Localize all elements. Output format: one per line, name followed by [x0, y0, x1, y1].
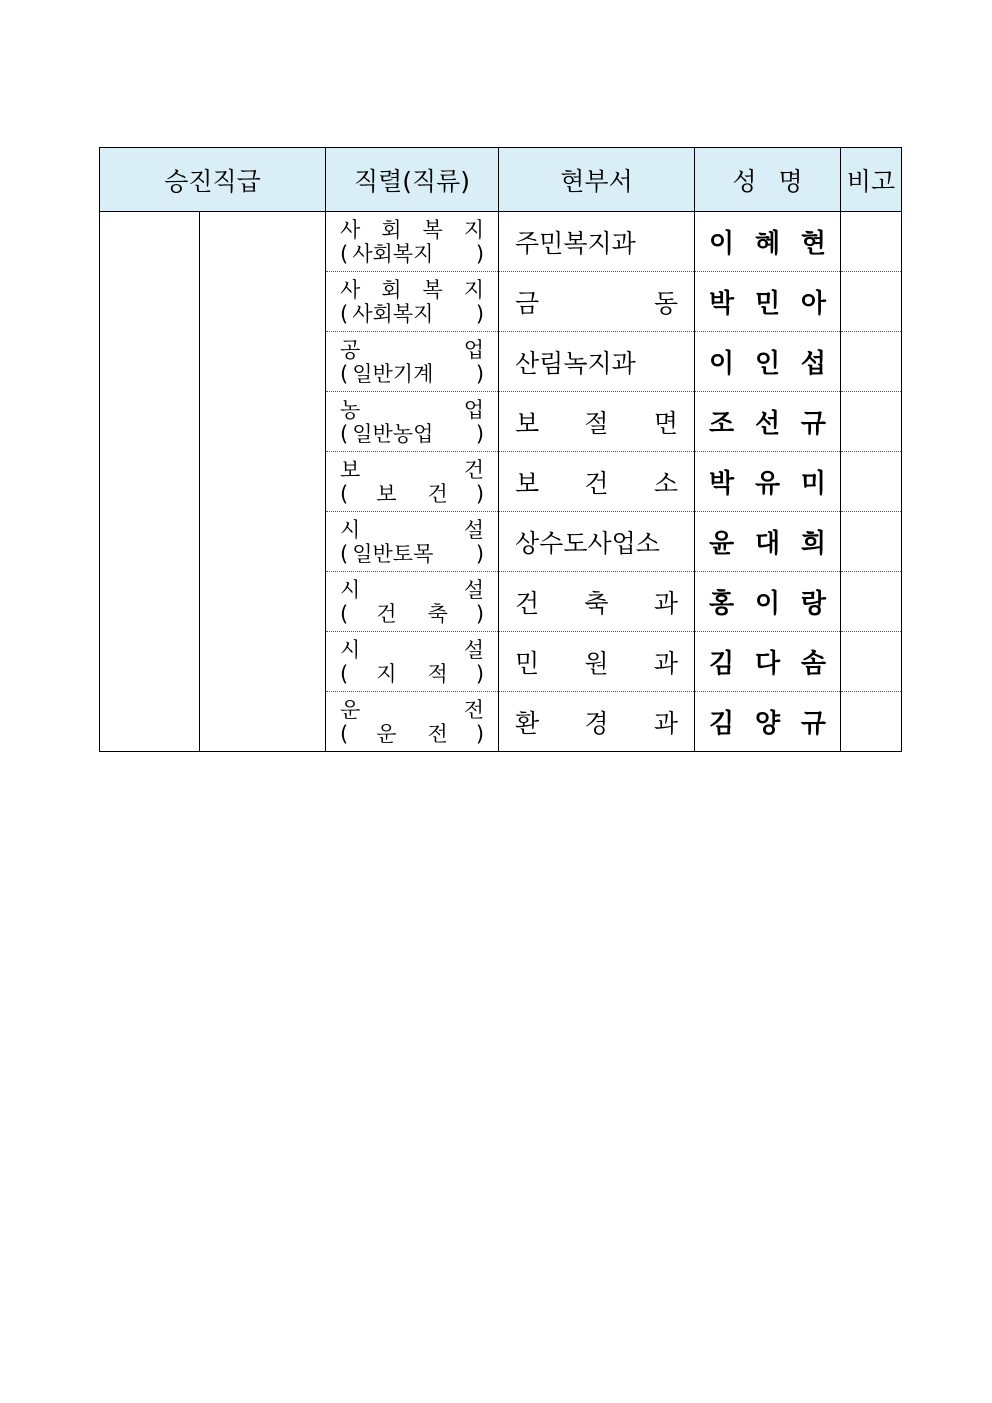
- series-open-paren: (: [340, 361, 349, 386]
- name-text: 박 민 아: [709, 289, 827, 319]
- name-text: 윤 대 희: [709, 529, 827, 559]
- series-main: 운 전: [340, 697, 485, 722]
- series-open-paren: (: [340, 421, 349, 446]
- name-text: 홍 이 랑: [709, 589, 827, 619]
- department-cell: [499, 452, 695, 512]
- department-cell: [499, 572, 695, 632]
- name-text: 박 유 미: [709, 469, 827, 499]
- department-text: 주민복지과: [515, 228, 636, 258]
- remarks-cell: [841, 572, 902, 632]
- series-cell: [326, 452, 499, 512]
- department-text: 건 축 과: [515, 588, 679, 618]
- name-cell: [695, 332, 841, 392]
- series-close-paren: ): [475, 361, 485, 386]
- series-close-paren: ): [475, 481, 485, 506]
- name-cell: [695, 572, 841, 632]
- name-cell: [695, 452, 841, 512]
- series-sub-text: 건 축: [376, 601, 448, 626]
- department-text: 금 동: [515, 288, 679, 318]
- remarks-cell: [841, 632, 902, 692]
- department-text: 상수도사업소: [515, 528, 660, 558]
- series-main: 시 설: [340, 517, 485, 542]
- name-cell: [695, 392, 841, 452]
- series-sub-text: 운 전: [376, 721, 448, 746]
- series-sub: [340, 302, 484, 326]
- department-text: 보 건 소: [515, 468, 679, 498]
- series-main: 시 설: [340, 637, 485, 662]
- remarks-cell: [841, 512, 902, 572]
- series-sub-text: 사회복지: [352, 301, 434, 326]
- name-text: 이 혜 현: [709, 229, 827, 259]
- series-close-paren: ): [475, 601, 485, 626]
- remarks-cell: [841, 692, 902, 752]
- remarks-cell: [841, 392, 902, 452]
- name-text: 조 선 규: [709, 409, 827, 439]
- header-series: 직렬(직류): [326, 148, 499, 212]
- series-cell: [326, 272, 499, 332]
- name-cell: [695, 692, 841, 752]
- remarks-cell: [841, 212, 902, 272]
- series-sub: [340, 242, 484, 266]
- name-cell: [695, 212, 841, 272]
- series-cell: [326, 332, 499, 392]
- series-cell: [326, 692, 499, 752]
- table-header: [100, 148, 902, 212]
- series-open-paren: (: [340, 721, 349, 746]
- name-cell: [695, 632, 841, 692]
- series-cell: [326, 572, 499, 632]
- series-sub-text: 일반기계: [352, 361, 434, 386]
- series-sub-text: 사회복지: [352, 241, 434, 266]
- series-close-paren: ): [475, 661, 485, 686]
- series-close-paren: ): [475, 241, 485, 266]
- department-text: 환 경 과: [515, 708, 679, 738]
- department-cell: [499, 632, 695, 692]
- department-text: 산림녹지과: [515, 348, 636, 378]
- remarks-cell: [841, 272, 902, 332]
- series-close-paren: ): [475, 541, 485, 566]
- department-cell: [499, 332, 695, 392]
- series-open-paren: (: [340, 601, 349, 626]
- department-cell: [499, 272, 695, 332]
- series-sub: [340, 482, 484, 506]
- series-close-paren: ): [475, 421, 485, 446]
- table-body: [100, 212, 902, 752]
- series-sub: [340, 422, 484, 446]
- series-close-paren: ): [475, 301, 485, 326]
- series-main: 농 업: [340, 397, 485, 422]
- header-remarks: 비고: [841, 148, 902, 212]
- series-main: 공 업: [340, 337, 485, 362]
- series-cell: [326, 212, 499, 272]
- grade-sub-cell: [200, 212, 326, 752]
- department-cell: [499, 392, 695, 452]
- name-cell: [695, 512, 841, 572]
- series-main: 보 건: [340, 457, 485, 482]
- series-open-paren: (: [340, 241, 349, 266]
- series-open-paren: (: [340, 541, 349, 566]
- series-main: 사 회 복 지: [340, 217, 485, 242]
- series-cell: [326, 392, 499, 452]
- name-cell: [695, 272, 841, 332]
- header-grade: 승진직급: [100, 148, 326, 212]
- series-cell: [326, 512, 499, 572]
- series-main: 시 설: [340, 577, 485, 602]
- name-text: 김 다 솜: [709, 649, 827, 679]
- department-cell: [499, 212, 695, 272]
- department-cell: [499, 512, 695, 572]
- table-row: [100, 212, 902, 272]
- series-sub-text: 보 건: [376, 481, 448, 506]
- department-text: 민 원 과: [515, 648, 679, 678]
- series-open-paren: (: [340, 481, 349, 506]
- promotion-table: [99, 147, 902, 752]
- department-text: 보 절 면: [515, 408, 679, 438]
- grade-cell: [100, 212, 200, 752]
- series-sub-text: 지 적: [376, 661, 448, 686]
- department-cell: [499, 692, 695, 752]
- remarks-cell: [841, 452, 902, 512]
- series-sub: [340, 602, 484, 626]
- header-name: 성 명: [695, 148, 841, 212]
- series-cell: [326, 632, 499, 692]
- series-sub: [340, 362, 484, 386]
- name-text: 김 양 규: [709, 709, 827, 739]
- series-sub: [340, 662, 484, 686]
- series-sub: [340, 722, 484, 746]
- series-open-paren: (: [340, 661, 349, 686]
- header-department: 현부서: [499, 148, 695, 212]
- series-open-paren: (: [340, 301, 349, 326]
- series-main: 사 회 복 지: [340, 277, 485, 302]
- name-text: 이 인 섭: [709, 349, 827, 379]
- series-close-paren: ): [475, 721, 485, 746]
- series-sub-text: 일반농업: [352, 421, 434, 446]
- remarks-cell: [841, 332, 902, 392]
- series-sub-text: 일반토목: [352, 541, 434, 566]
- series-sub: [340, 542, 484, 566]
